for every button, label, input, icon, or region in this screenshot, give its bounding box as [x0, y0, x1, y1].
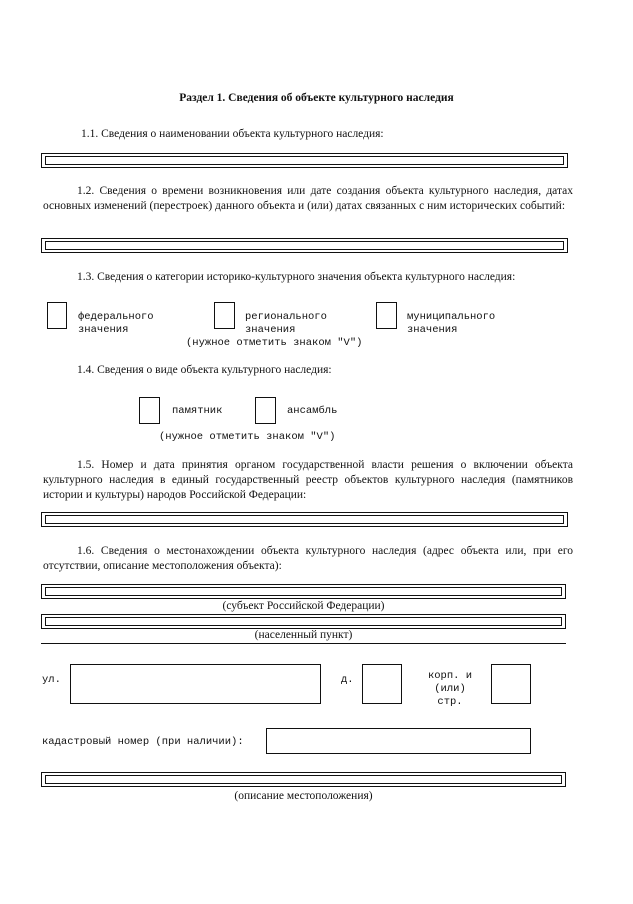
section-1-1-text: 1.1. Сведения о наименовании объекта культурного наследия:	[81, 128, 384, 140]
section-title: Раздел 1. Сведения об объекте культурного наследия	[179, 92, 454, 104]
section-1-2-text: 1.2. Сведения о времени возникновения или дате создания объекта культурного наследия, датах основных изменений (перестроек) данного объекта и (или) датах связанных с ним исторических событий:	[43, 185, 573, 212]
cadastral-label: кадастровый номер (при наличии):	[42, 736, 244, 748]
street-label: ул.	[42, 674, 61, 686]
building-label: корп. и (или) стр.	[427, 670, 473, 708]
decision-field[interactable]	[41, 512, 568, 527]
municipal-label: муниципального значения	[407, 311, 496, 336]
federal-label: федерального значения	[78, 311, 154, 336]
federal-checkbox[interactable]	[47, 302, 67, 329]
dates-field[interactable]	[41, 238, 568, 253]
municipal-checkbox[interactable]	[376, 302, 397, 329]
section-1-3-text: 1.3. Сведения о категории историко-культурного значения объекта культурного наследия:	[77, 271, 516, 283]
ensemble-checkbox[interactable]	[255, 397, 276, 424]
ensemble-label: ансамбль	[287, 405, 338, 417]
locality-field[interactable]	[41, 614, 566, 629]
subject-caption: (субъект Российской Федерации)	[222, 600, 385, 612]
house-field[interactable]	[362, 664, 402, 704]
section-1-6-text: 1.6. Сведения о местонахождении объекта культурного наследия (адрес объекта или, при его отсутствии, описание местоположения объекта):	[43, 545, 573, 572]
subject-field[interactable]	[41, 584, 566, 599]
cadastral-field[interactable]	[266, 728, 531, 754]
section-1-4-text: 1.4. Сведения о виде объекта культурного наследия:	[77, 364, 332, 376]
regional-checkbox[interactable]	[214, 302, 235, 329]
monument-checkbox[interactable]	[139, 397, 160, 424]
type-hint: (нужное отметить знаком "V")	[159, 431, 336, 443]
house-label: д.	[341, 674, 354, 686]
category-hint: (нужное отметить знаком "V")	[186, 337, 363, 349]
name-field[interactable]	[41, 153, 568, 168]
building-field[interactable]	[491, 664, 531, 704]
locality-caption: (населенный пункт)	[254, 629, 353, 641]
street-field[interactable]	[70, 664, 321, 704]
locality-underline	[41, 643, 566, 644]
location-description-field[interactable]	[41, 772, 566, 787]
section-1-5-text: 1.5. Номер и дата принятия органом государственной власти решения о включении объекта культурного наследия в единый государственный реестр объектов культурного наследия (памятников истории и культуры) народов Российской Федерации:	[43, 459, 573, 501]
location-caption: (описание местоположения)	[234, 790, 373, 802]
monument-label: памятник	[172, 405, 223, 417]
regional-label: регионального значения	[245, 311, 327, 336]
